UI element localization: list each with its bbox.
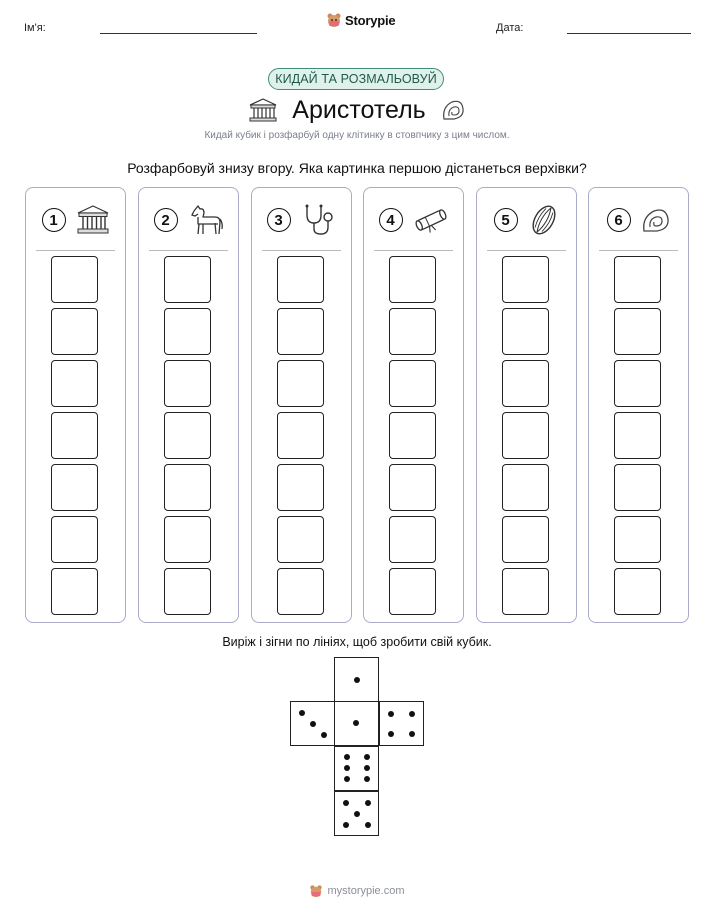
coloring-cell[interactable] (502, 360, 549, 407)
coloring-cell[interactable] (389, 464, 436, 511)
coloring-cell[interactable] (51, 412, 98, 459)
coloring-cell[interactable] (277, 516, 324, 563)
horse-icon (188, 203, 224, 237)
cells (502, 256, 552, 620)
coloring-cell[interactable] (389, 256, 436, 303)
shell-icon (641, 205, 671, 235)
date-label: Дата: (496, 22, 524, 34)
cells (389, 256, 439, 620)
activity-badge: КИДАЙ ТА РОЗМАЛЬОВУЙ (268, 68, 444, 90)
column-2 (138, 187, 239, 623)
coloring-cell[interactable] (502, 308, 549, 355)
dice-face-3 (290, 701, 335, 746)
dice-face-4 (379, 701, 424, 746)
column-number: 6 (607, 208, 631, 232)
coloring-cell[interactable] (502, 568, 549, 615)
page-title: Аристотель (292, 95, 426, 124)
footer (0, 884, 714, 898)
dice-face-1 (334, 701, 379, 746)
dice-face-1 (334, 657, 379, 702)
temple-icon (248, 97, 278, 123)
coloring-cell[interactable] (51, 256, 98, 303)
bear-icon (309, 884, 323, 898)
coloring-cell[interactable] (164, 360, 211, 407)
coloring-cell[interactable] (614, 568, 661, 615)
column-6 (588, 187, 689, 623)
coloring-cell[interactable] (614, 412, 661, 459)
subtitle: Кидай кубик і розфарбуй одну клітинку в стовпчику з цим числом. (204, 130, 510, 141)
coloring-cell[interactable] (614, 516, 661, 563)
storypie-logo (326, 12, 395, 28)
coloring-cell[interactable] (614, 256, 661, 303)
coloring-cell[interactable] (389, 308, 436, 355)
scroll-icon (413, 205, 449, 235)
title-row (240, 93, 474, 127)
coloring-cell[interactable] (277, 568, 324, 615)
column-1 (25, 187, 126, 623)
footer-url[interactable]: mystorypie.com (327, 885, 405, 897)
column-3 (251, 187, 352, 623)
cut-instruction: Виріж і зігни по лініях, щоб зробити свій кубик. (222, 635, 492, 649)
coloring-cell[interactable] (277, 308, 324, 355)
dice-face-5 (334, 791, 379, 836)
column-number: 1 (42, 208, 66, 232)
name-label: Ім'я: (24, 22, 46, 34)
coloring-cell[interactable] (164, 308, 211, 355)
coloring-cell[interactable] (51, 464, 98, 511)
coloring-cell[interactable] (164, 464, 211, 511)
coloring-cell[interactable] (614, 308, 661, 355)
instruction: Розфарбовуй знизу вгору. Яка картинка першою дістанеться верхівки? (127, 160, 587, 176)
coloring-cell[interactable] (277, 412, 324, 459)
column-number: 5 (494, 208, 518, 232)
coloring-cell[interactable] (502, 516, 549, 563)
column-number: 3 (267, 208, 291, 232)
temple-icon (76, 204, 110, 236)
column-4 (363, 187, 464, 623)
coloring-cell[interactable] (389, 360, 436, 407)
name-line[interactable] (100, 33, 257, 34)
coloring-cell[interactable] (502, 256, 549, 303)
cells (614, 256, 664, 620)
coloring-cell[interactable] (389, 568, 436, 615)
stethoscope-icon (301, 203, 337, 237)
cells (277, 256, 327, 620)
coloring-cell[interactable] (51, 360, 98, 407)
coloring-cell[interactable] (614, 464, 661, 511)
shell-icon (440, 97, 466, 123)
cells (164, 256, 214, 620)
coloring-cell[interactable] (614, 360, 661, 407)
coloring-cell[interactable] (51, 308, 98, 355)
column-5 (476, 187, 577, 623)
date-line[interactable] (567, 33, 691, 34)
logo-text: Storypie (345, 12, 396, 28)
column-number: 4 (379, 208, 403, 232)
coloring-cell[interactable] (164, 256, 211, 303)
coloring-cell[interactable] (51, 516, 98, 563)
coloring-cell[interactable] (277, 360, 324, 407)
column-number: 2 (154, 208, 178, 232)
coloring-cell[interactable] (502, 412, 549, 459)
seed-icon (528, 203, 560, 237)
coloring-cell[interactable] (389, 516, 436, 563)
coloring-cell[interactable] (389, 412, 436, 459)
coloring-cell[interactable] (164, 568, 211, 615)
coloring-cell[interactable] (51, 568, 98, 615)
coloring-cell[interactable] (502, 464, 549, 511)
coloring-cell[interactable] (277, 464, 324, 511)
dice-face-6 (334, 746, 379, 791)
bear-icon (326, 12, 342, 28)
coloring-cell[interactable] (164, 412, 211, 459)
coloring-cell[interactable] (164, 516, 211, 563)
cells (51, 256, 101, 620)
coloring-cell[interactable] (277, 256, 324, 303)
